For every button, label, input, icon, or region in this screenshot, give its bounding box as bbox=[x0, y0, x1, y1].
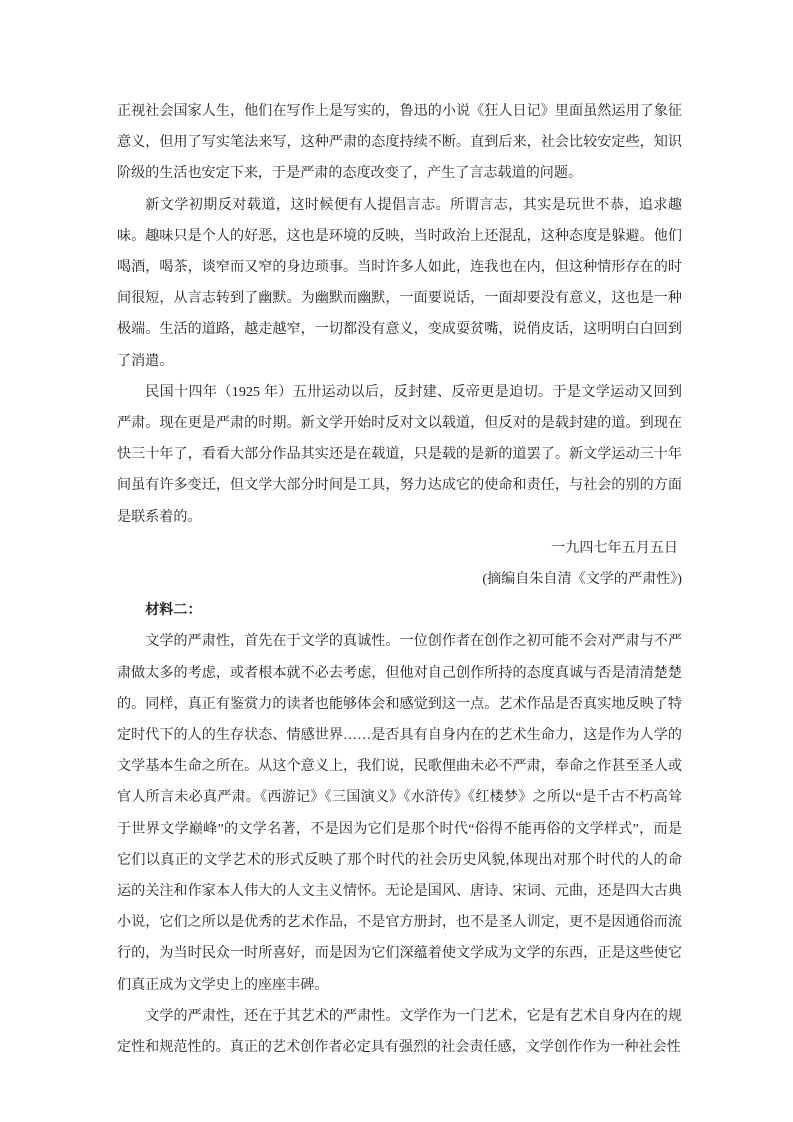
material-two-paragraph: 文学的严肃性，首先在于文学的真诚性。一位创作者在创作之初可能不会对严肃与不严肃做太多的考虑，或者根本就不必去考虑，但他对自己创作所持的态度真诚与否是清清楚楚的。同样，真正有鉴赏力的读者也能够体会和感觉到这一点。艺术作品是否真实地反映了特定时代下的人的生存状态、情感世界……是否具有自身内在的艺术生命力，这是作为人学的文学基本生命之所在。从这个意义上，我们说，民歌俚曲未必不严肃，奉命之作甚至圣人或官人所言未必真严肃。《西游记》《三国演义》《水浒传》《红楼梦》之所以“是千古不朽高耸于世界文学巅峰”的文学名著，不是因为它们是那个时代“俗得不能再俗的文学样式”，而是它们以真正的文学艺术的形式反映了那个时代的社会历史风貌,体现出对那个时代的人的命运的关注和作家本人伟大的人文主义情怀。无论是国风、唐诗、宋词、元曲，还是四大古典小说，它们之所以是优秀的艺术作品，不是官方册封，也不是圣人训定，更不是因通俗而流行的，为当时民众一时所喜好，而是因为它们深蕴着使文学成为文学的东西，正是这些使它们真正成为文学史上的座座丰碑。 bbox=[117, 633, 682, 993]
material-two-paragraph-cutoff: 文学的严肃性，还在于其艺术的严肃性。文学作为一门艺术，它是有艺术自身内在的规定性和规范性的。真正的艺术创作者必定具有强烈的社会责任感，文学创作作为一种社会性 bbox=[117, 1007, 682, 1056]
material-one-paragraph: 新文学初期反对载道，这时候便有人提倡言志。所谓言志，其实是玩世不恭，追求趣味。趣味只是个人的好恶，这也是环境的反映，当时政治上还混乱，这种态度是躲避。他们喝酒，喝茶，谈窄而又窄的身边琐事。当时许多人如此，连我也在内，但这种情形存在的时间很短，从言志转到了幽默。为幽默而幽默，一面要说话，一面却要没有意义，这也是一种极端。生活的道路，越走越窄，一切都没有意义，变成耍贫嘴，说俏皮话，这明明白白回到了消遣。 bbox=[117, 196, 682, 369]
material-one-paragraph: 民国十四年（1925 年）五卅运动以后，反封建、反帝更是迫切。于是文学运动又回到严肃。现在更是严肃的时期。新文学开始时反对文以载道，但反对的是载封建的道。到现在快三十年了，看看大部分作品其实还是在载道，只是载的是新的道罢了。新文学运动三十年间虽有许多变迁，但文学大部分时间是工具，努力达成它的使命和责任，与社会的别的方面是联系着的。 bbox=[117, 383, 682, 525]
source-attribution: (摘编自朱自清《文学的严肃性》) bbox=[482, 571, 682, 588]
date-line: 一九四七年五月五日 bbox=[551, 539, 678, 556]
material-two-heading: 材料二： bbox=[145, 602, 202, 619]
material-one-paragraph-continuation: 正视社会国家人生，他们在写作上是写实的，鲁迅的小说《狂人日记》里面虽然运用了象征意义，但用了写实笔法来写，这种严肃的态度持续不断。直到后来，社会比较安定些，知识阶级的生活也安定下来，于是严肃的态度改变了，产生了言志载道的问题。 bbox=[117, 103, 682, 182]
